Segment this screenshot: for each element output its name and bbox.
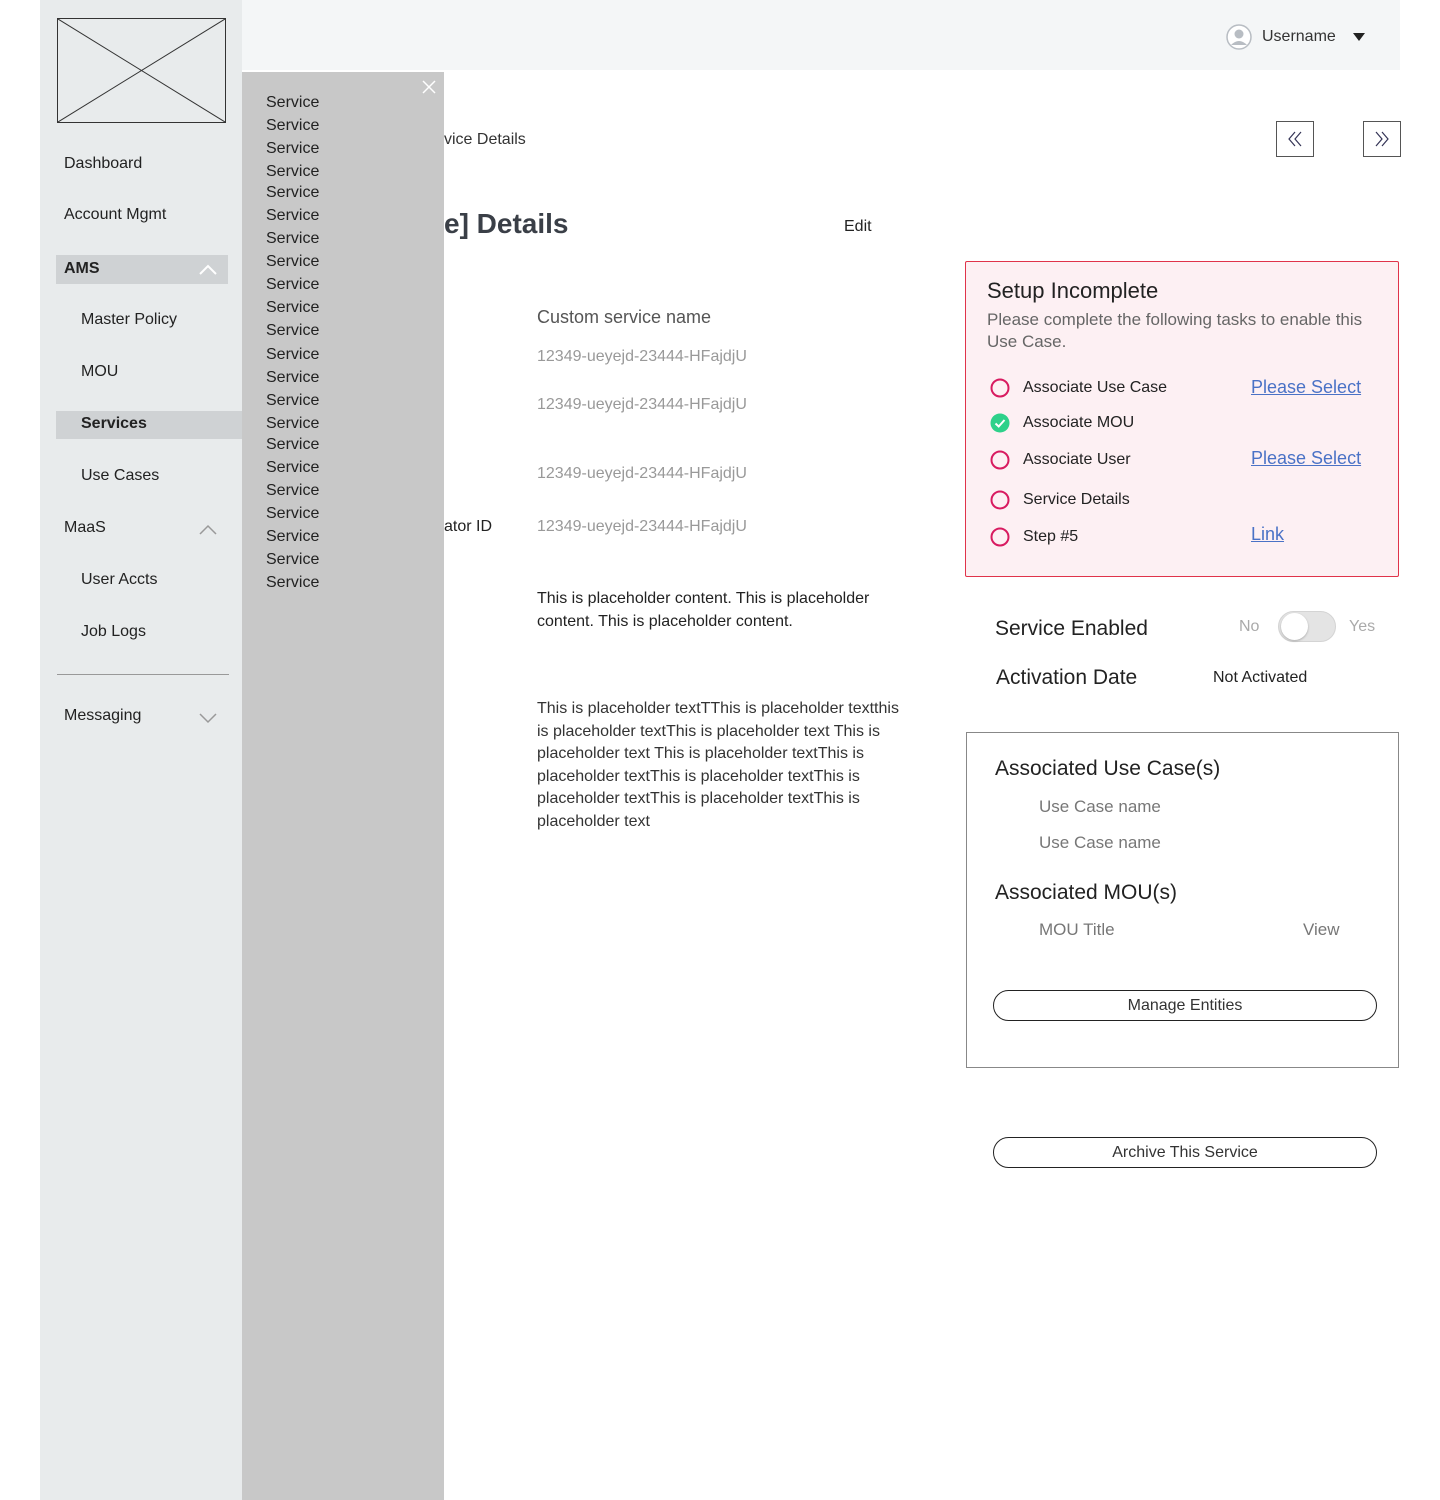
use-case-item: Use Case name bbox=[1039, 797, 1161, 816]
activation-date-value: Not Activated bbox=[1213, 669, 1308, 686]
activation-date-label: Activation Date bbox=[996, 666, 1138, 689]
flyout-service-item[interactable]: Service bbox=[266, 346, 320, 363]
id-value: 12349-ueyejd-23444-HFajdjU bbox=[537, 396, 747, 413]
flyout-service-item[interactable]: Service bbox=[266, 276, 320, 293]
sidebar-item-use-cases[interactable]: Use Cases bbox=[81, 467, 160, 484]
setup-title: Setup Incomplete bbox=[987, 278, 1159, 303]
check-circle-icon bbox=[990, 413, 1010, 433]
flyout-service-item[interactable]: Service bbox=[266, 369, 320, 386]
associated-mous-heading: Associated MOU(s) bbox=[995, 881, 1178, 904]
caret-down-icon[interactable] bbox=[1352, 32, 1366, 42]
flyout-service-item[interactable]: Service bbox=[266, 322, 320, 339]
incomplete-circle-icon bbox=[990, 378, 1010, 398]
sidebar-item-dashboard[interactable]: Dashboard bbox=[64, 155, 143, 172]
flyout-service-item[interactable]: Service bbox=[266, 574, 320, 591]
task-label: Service Details bbox=[1023, 491, 1130, 508]
mou-title: MOU Title bbox=[1039, 920, 1115, 939]
id-value: 12349-ueyejd-23444-HFajdjU bbox=[537, 465, 747, 482]
sidebar-item-services[interactable]: Services bbox=[81, 415, 147, 432]
flyout-service-item[interactable]: Service bbox=[266, 140, 320, 157]
sidebar-item-master-policy[interactable]: Master Policy bbox=[81, 311, 178, 328]
flyout-service-item[interactable]: Service bbox=[266, 184, 320, 201]
flyout-service-item[interactable]: Service bbox=[266, 459, 320, 476]
please-select-link[interactable]: Please Select bbox=[1251, 448, 1362, 468]
double-chevron-right-icon bbox=[1373, 130, 1391, 148]
id-value: 12349-ueyejd-23444-HFajdjU bbox=[537, 518, 747, 535]
chevron-up-icon[interactable] bbox=[199, 264, 217, 276]
setup-description: Please complete the following tasks to enable this Use Case. bbox=[987, 310, 1363, 351]
flyout-service-item[interactable]: Service bbox=[266, 392, 320, 409]
manage-entities-button[interactable]: Manage Entities bbox=[993, 990, 1377, 1021]
toggle-yes-label: Yes bbox=[1349, 618, 1376, 635]
toggle-no-label: No bbox=[1239, 618, 1260, 635]
sidebar-item-maas[interactable]: MaaS bbox=[64, 519, 106, 536]
sidebar-item-messaging[interactable]: Messaging bbox=[64, 707, 142, 724]
flyout-service-item[interactable]: Service bbox=[266, 253, 320, 270]
flyout-service-item[interactable]: Service bbox=[266, 482, 320, 499]
sidebar-item-user-accts[interactable]: User Accts bbox=[81, 571, 158, 588]
mou-view-link[interactable]: View bbox=[1303, 920, 1340, 939]
task-label: Associate Use Case bbox=[1023, 379, 1168, 396]
breadcrumb: vice Details bbox=[444, 131, 526, 148]
sidebar-item-ams[interactable]: AMS bbox=[64, 260, 100, 277]
service-enabled-label: Service Enabled bbox=[995, 617, 1148, 640]
task-label: Associate User bbox=[1023, 451, 1131, 468]
user-avatar-icon[interactable] bbox=[1226, 24, 1252, 50]
step-link[interactable]: Link bbox=[1251, 524, 1285, 544]
use-case-item: Use Case name bbox=[1039, 833, 1161, 852]
incomplete-circle-icon bbox=[990, 490, 1010, 510]
field-label-operator-id: ator ID bbox=[444, 518, 493, 535]
flyout-service-item[interactable]: Service bbox=[266, 230, 320, 247]
sidebar-item-job-logs[interactable]: Job Logs bbox=[81, 623, 146, 640]
sidebar-item-mou[interactable]: MOU bbox=[81, 363, 119, 380]
flyout-service-item[interactable]: Service bbox=[266, 551, 320, 568]
close-icon[interactable] bbox=[420, 78, 438, 96]
flyout-service-item[interactable]: Service bbox=[266, 505, 320, 522]
chevron-up-icon[interactable] bbox=[199, 524, 217, 536]
previous-button[interactable] bbox=[1276, 121, 1314, 157]
flyout-service-item[interactable]: Service bbox=[266, 163, 320, 180]
sidebar-divider bbox=[57, 674, 229, 675]
associated-use-cases-heading: Associated Use Case(s) bbox=[995, 757, 1221, 780]
incomplete-circle-icon bbox=[990, 527, 1010, 547]
incomplete-circle-icon bbox=[990, 450, 1010, 470]
flyout-service-item[interactable]: Service bbox=[266, 207, 320, 224]
page-title: e] Details bbox=[444, 208, 569, 239]
chevron-down-icon[interactable] bbox=[199, 712, 217, 724]
toggle-knob[interactable] bbox=[1281, 613, 1308, 640]
archive-service-button[interactable]: Archive This Service bbox=[993, 1137, 1377, 1168]
id-value: 12349-ueyejd-23444-HFajdjU bbox=[537, 348, 747, 365]
next-button[interactable] bbox=[1363, 121, 1401, 157]
description-value: This is placeholder content. This is placeholder content. This is placeholder content. bbox=[537, 590, 870, 630]
flyout-service-item[interactable]: Service bbox=[266, 436, 320, 453]
sidebar-item-account-mgmt[interactable]: Account Mgmt bbox=[64, 206, 167, 223]
task-label: Step #5 bbox=[1023, 528, 1079, 545]
logo-placeholder-image bbox=[57, 18, 226, 123]
flyout-service-item[interactable]: Service bbox=[266, 415, 320, 432]
flyout-service-item[interactable]: Service bbox=[266, 528, 320, 545]
username-label[interactable]: Username bbox=[1262, 28, 1336, 45]
flyout-service-item[interactable]: Service bbox=[266, 94, 320, 111]
notes-value: This is placeholder textTThis is placeholder textthis is placeholder textThis is placeholder text This is placeholder text This is placeholder textThis is placeholder textThis is placeholder textThis is placeholder textThis is placeholder textThis is placeholder text bbox=[537, 700, 899, 830]
edit-button[interactable]: Edit bbox=[844, 218, 872, 235]
service-name-value: Custom service name bbox=[537, 307, 712, 327]
please-select-link[interactable]: Please Select bbox=[1251, 377, 1362, 397]
flyout-service-item[interactable]: Service bbox=[266, 299, 320, 316]
sidebar bbox=[40, 0, 242, 1500]
flyout-service-item[interactable]: Service bbox=[266, 117, 320, 134]
task-label: Associate MOU bbox=[1023, 414, 1135, 431]
double-chevron-left-icon bbox=[1286, 130, 1304, 148]
